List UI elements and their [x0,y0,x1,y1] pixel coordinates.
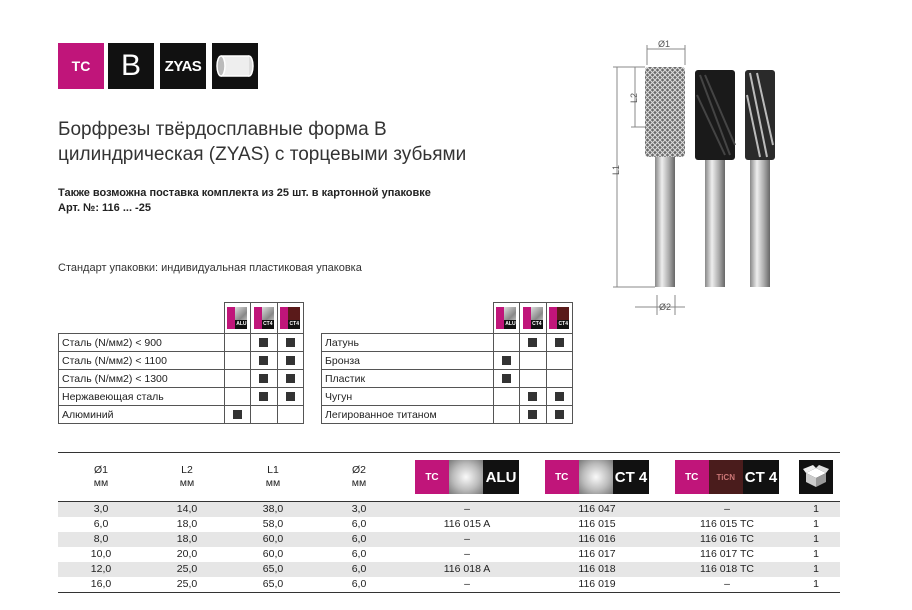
suitability-cell [277,334,303,352]
cell-ticn: 116 015 TC [700,518,754,530]
col-d1-header: Ø1 мм [58,453,144,502]
col-ct4-header: TC CT 4 [532,453,662,502]
cell-ticn: – [662,502,792,518]
material-row [59,370,304,388]
suitable-marker [502,356,511,365]
material-row [59,388,304,406]
ct4-mini-icon: CT4 [254,307,274,329]
packaging-note: Стандарт упаковки: индивидуальная пластиковая упаковка [58,262,362,274]
suitability-cell [546,406,572,424]
cell-alu: – [464,548,470,560]
suitable-marker [259,356,268,365]
cell-l1: 38,0 [230,502,316,518]
suitability-cell [493,406,519,424]
cell-qty: 1 [813,518,819,530]
cell-d1: 16,0 [58,577,144,593]
cell-l1: 65,0 [230,562,316,577]
cell-d2: 6,0 [351,548,367,560]
material-table-right [321,302,573,424]
suitability-cell [251,370,277,388]
cell-l2: 20,0 [176,548,198,560]
cell-alu: – [402,577,532,593]
suitability-cell [546,352,572,370]
cell-qty: 1 [792,577,840,593]
d1-label: Ø1 [658,39,671,49]
material-name: Чугун [322,388,494,406]
material-row [322,352,573,370]
suitable-marker [259,374,268,383]
suitable-marker [528,410,537,419]
box-icon [799,460,833,494]
article-number: Арт. №: 116 ... -25 [58,202,151,214]
col-d2-header: Ø2 мм [316,453,402,502]
suitability-cell [493,388,519,406]
cell-d1: 10,0 [90,548,112,560]
tc-badge: TC [58,43,104,89]
suitable-marker [286,356,295,365]
suitability-cell [251,352,277,370]
suitability-cell [224,406,250,424]
burr-drawing [605,35,785,320]
title-line-1: Борфрезы твёрдосплавные форма B [58,119,387,140]
material-row [322,406,573,424]
material-row [59,406,304,424]
cell-qty: 1 [792,532,840,547]
suitability-cell [546,370,572,388]
cell-alu: 116 015 A [443,518,491,530]
material-table-left [58,302,304,424]
shape-b-badge: B [108,43,154,89]
table-row [58,517,840,532]
cell-d2: 6,0 [316,562,402,577]
suitability-cell [520,334,546,352]
alu-mini-icon: ALU [227,307,247,329]
suitable-marker [259,392,268,401]
cell-qty: 1 [813,548,819,560]
cell-alu: – [402,502,532,518]
suitability-cell [493,334,519,352]
suitability-cell [224,388,250,406]
suitability-cell [277,388,303,406]
suitable-marker [528,392,537,401]
suitable-marker [286,374,295,383]
cell-alu: 116 018 A [402,562,532,577]
burr-ct4-shank [655,157,675,287]
cell-d1: 8,0 [58,532,144,547]
suitability-cell [224,370,250,388]
cell-d1: 12,0 [58,562,144,577]
subtitle-line-1: Также возможна поставка комплекта из 25 шт. в картонной упаковке [58,187,431,199]
suitability-cell [520,406,546,424]
material-row [322,334,573,352]
suitability-cell [277,370,303,388]
l1-label: L1 [611,164,621,175]
burr-alu-shank [750,160,770,287]
d2-label: Ø2 [659,302,672,312]
product-table [58,452,840,593]
material-name: Нержавеющая сталь [59,388,225,406]
material-row [59,334,304,352]
cell-l2: 25,0 [144,577,230,593]
suitability-cell [520,388,546,406]
cell-ticn: 116 018 TC [662,562,792,577]
col-alu-header: TC ALU [402,453,532,502]
cell-l2: 25,0 [144,562,230,577]
suitability-cell [520,370,546,388]
cell-ticn: 116 016 TC [662,532,792,547]
zyas-badge: ZYAS [160,43,206,89]
cell-ct4: 116 015 [578,518,616,530]
suitable-marker [286,338,295,347]
suitability-cell [251,334,277,352]
col-l2-header: L2 мм [144,453,230,502]
ticn-mini-icon: CT4 [549,307,569,329]
suitability-cell [277,352,303,370]
ct4-mini-icon: CT4 [523,307,543,329]
suitable-marker [555,392,564,401]
suitability-cell [493,370,519,388]
cell-d2: 6,0 [351,518,367,530]
l2-label: L2 [629,92,639,103]
col-l1-header: L1 мм [230,453,316,502]
cell-d2: 6,0 [316,532,402,547]
cell-l1: 65,0 [230,577,316,593]
material-name: Легированное титаном [322,406,494,424]
cell-ct4: 116 016 [532,532,662,547]
cell-qty: 1 [792,502,840,518]
subtitle [58,186,431,216]
material-name: Сталь (N/мм2) < 1300 [59,370,225,388]
suitability-cell [224,352,250,370]
col-ticn-header: TC TiCN CT 4 [662,453,792,502]
suitable-marker [555,338,564,347]
table-row [58,532,840,547]
suitable-marker [286,392,295,401]
material-name: Бронза [322,352,494,370]
col-qty-header [792,453,840,502]
material-row [322,370,573,388]
cell-l1: 60,0 [262,548,284,560]
suitability-cell [520,352,546,370]
suitability-cell [277,406,303,424]
cell-l1: 58,0 [262,518,284,530]
cell-l2: 18,0 [144,532,230,547]
cell-l2: 18,0 [176,518,198,530]
table-row [58,502,840,518]
cell-d1: 3,0 [58,502,144,518]
page-title [58,117,578,167]
ticn-mini-icon: CT4 [280,307,300,329]
cell-alu: – [402,532,532,547]
suitability-cell [251,406,277,424]
alu-mini-icon: ALU [496,307,516,329]
cell-l2: 14,0 [144,502,230,518]
cell-ct4: 116 047 [532,502,662,518]
suitability-cell [493,352,519,370]
cell-qty: 1 [792,562,840,577]
table-row [58,562,840,577]
cell-l1: 60,0 [230,532,316,547]
material-name: Латунь [322,334,494,352]
material-row [322,388,573,406]
suitable-marker [233,410,242,419]
material-row [59,352,304,370]
cell-ct4: 116 017 [578,548,616,560]
material-name: Сталь (N/мм2) < 1100 [59,352,225,370]
suitability-cell [224,334,250,352]
cell-d1: 6,0 [93,518,109,530]
cell-d2: 3,0 [316,502,402,518]
suitable-marker [259,338,268,347]
material-name: Алюминий [59,406,225,424]
suitability-cell [251,388,277,406]
cell-ticn: 116 017 TC [700,548,754,560]
burr-ticn-shank [705,160,725,287]
burr-ct4-head [645,67,685,157]
table-row [58,577,840,593]
material-name: Пластик [322,370,494,388]
suitable-marker [528,338,537,347]
suitable-marker [502,374,511,383]
suitable-marker [555,410,564,419]
table-row [58,547,840,562]
cell-ticn: – [662,577,792,593]
title-line-2: цилиндрическая (ZYAS) с торцевыми зубьями [58,144,467,165]
suitability-cell [546,334,572,352]
cell-ct4: 116 018 [532,562,662,577]
suitability-cell [546,388,572,406]
cell-d2: 6,0 [316,577,402,593]
cylinder-icon [212,43,258,89]
cell-ct4: 116 019 [532,577,662,593]
material-name: Сталь (N/мм2) < 900 [59,334,225,352]
